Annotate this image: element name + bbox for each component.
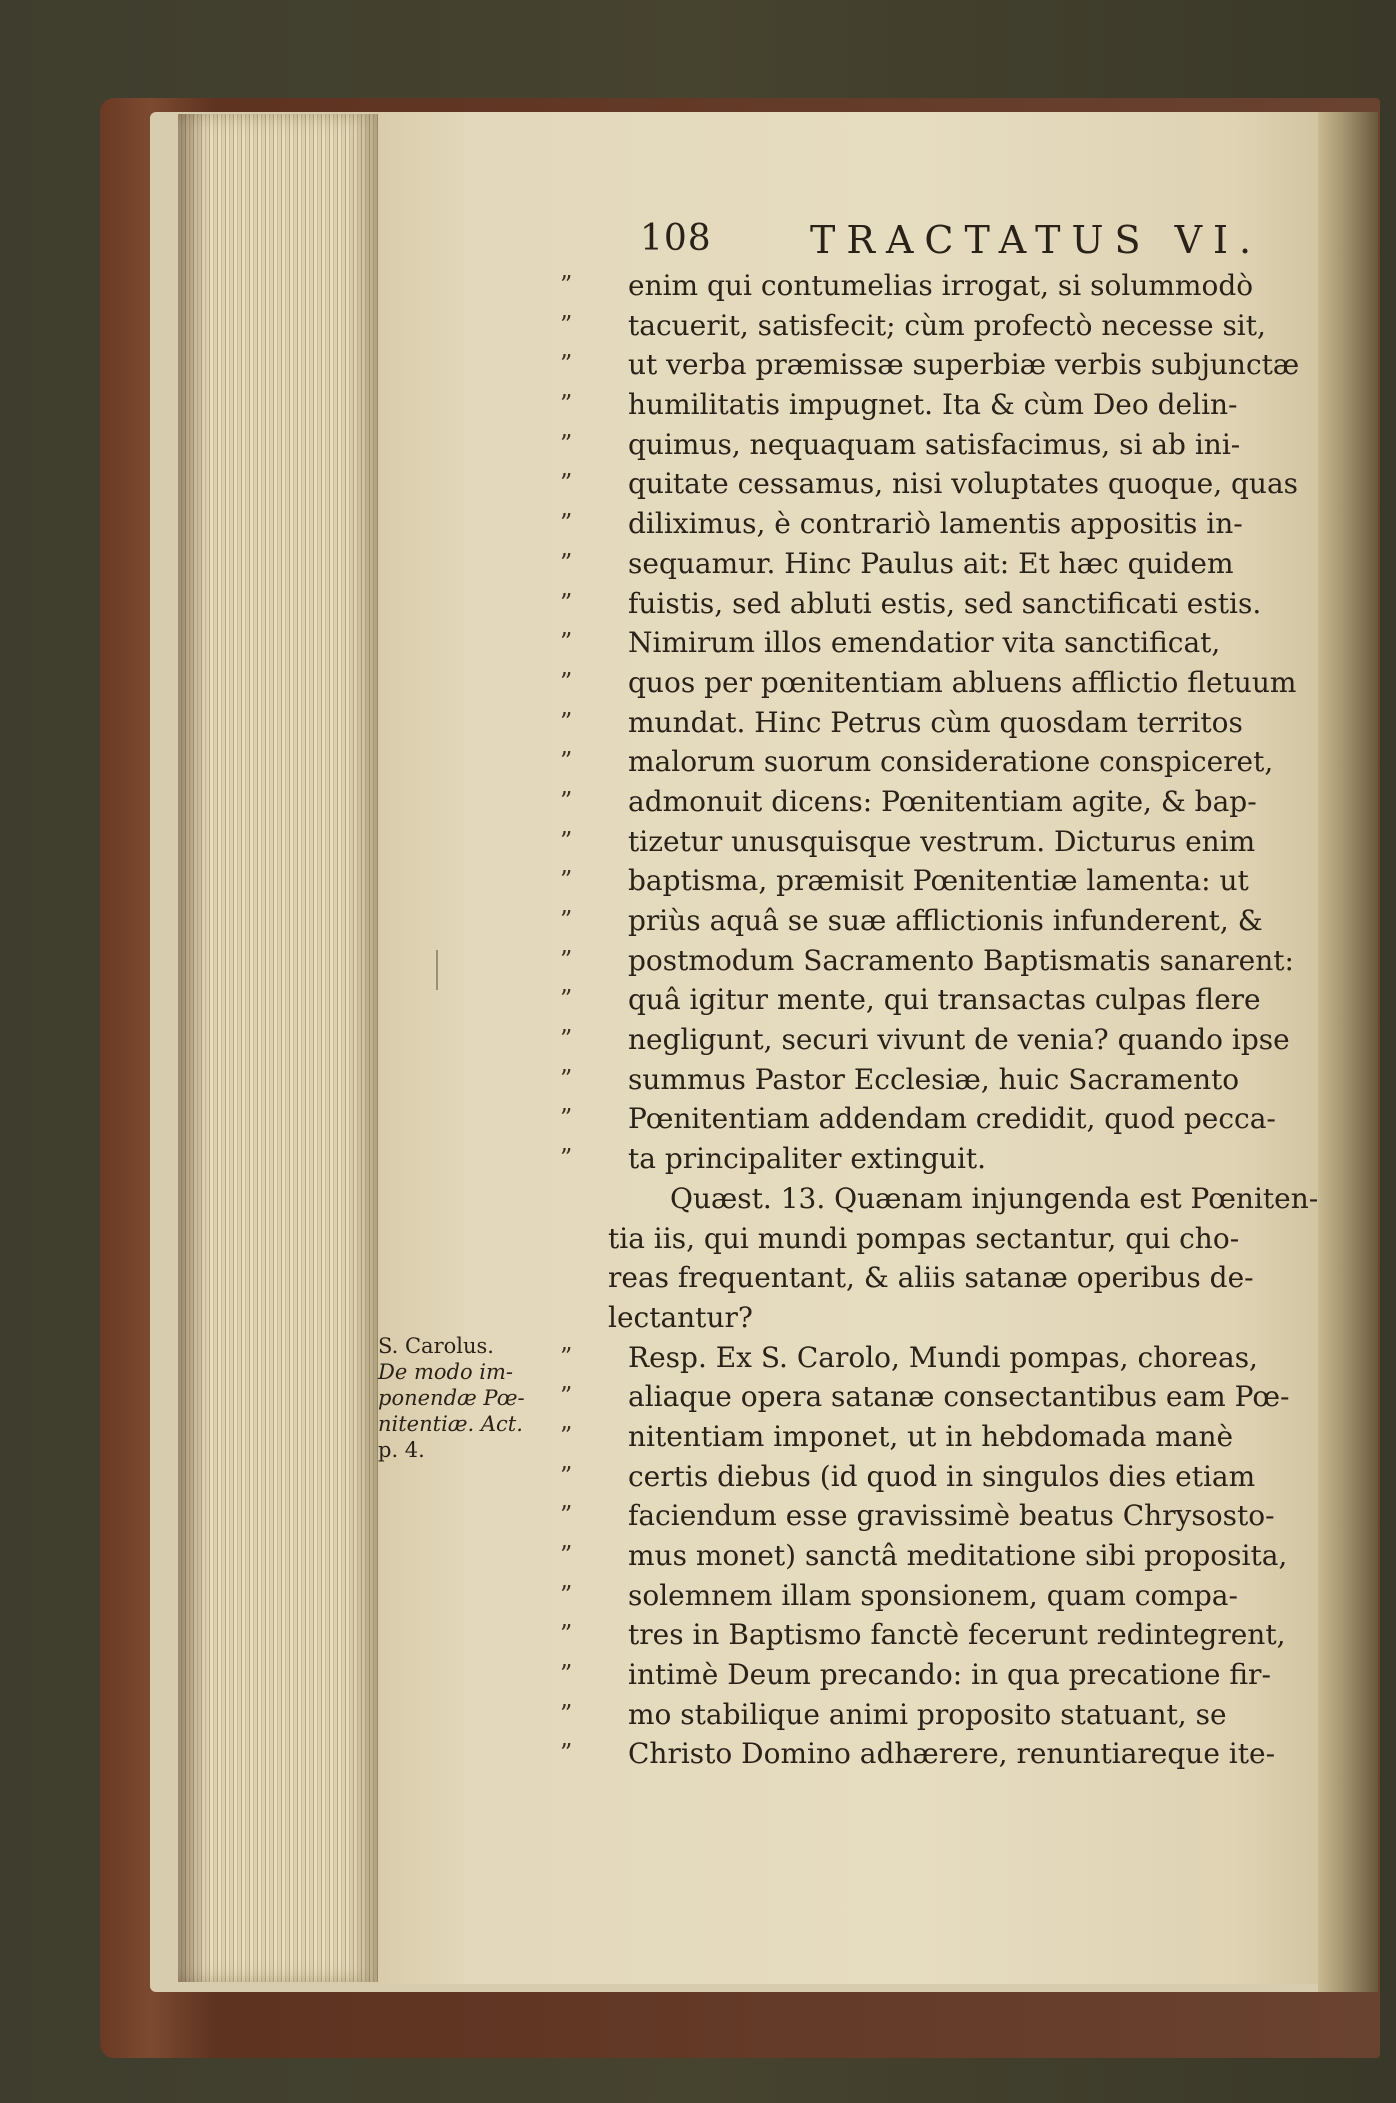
text-line	[560, 663, 1297, 703]
text-line	[560, 941, 1294, 981]
line-text: aliaque opera satanæ consectantibus eam Pœ-	[628, 1380, 1290, 1414]
line-text: mundat. Hinc Petrus cùm quosdam territos	[628, 705, 1243, 739]
line-text: Quæst. 13. Quænam injungenda est Pœniten-	[670, 1181, 1319, 1215]
quote-mark: ”	[560, 509, 573, 538]
line-text: intimè Deum precando: in qua precatione fir-	[628, 1658, 1271, 1692]
line-text: tacuerit, satisfecit; cùm profectò necesse sit,	[628, 308, 1266, 342]
line-text: humilitatis impugnet. Ita & cùm Deo delin-	[628, 388, 1238, 422]
line-text: Resp. Ex S. Carolo, Mundi pompas, choreas,	[628, 1340, 1258, 1374]
line-text: lectantur?	[608, 1300, 753, 1334]
line-text: tizetur unusquisque vestrum. Dicturus enim	[628, 824, 1256, 858]
body-text	[560, 266, 1319, 1774]
line-text: Pœnitentiam addendam credidit, quod pecca-	[628, 1102, 1276, 1136]
text-line	[560, 584, 1290, 624]
line-text: nitentiam imponet, ut in hebdomada manè	[628, 1419, 1234, 1453]
quote-mark: ”	[560, 588, 573, 617]
margin-note-line: ponendæ Pœ-	[378, 1386, 525, 1410]
text-line	[560, 1298, 1290, 1338]
text-line	[560, 1258, 1290, 1298]
line-text: postmodum Sacramento Baptismatis sanarent:	[628, 943, 1294, 977]
quote-mark: ”	[560, 1104, 573, 1133]
quote-mark: ”	[560, 667, 573, 696]
text-line	[560, 1417, 1290, 1457]
line-text: malorum suorum consideratione conspiceret,	[628, 745, 1274, 779]
line-text: Christo Domino adhærere, renuntiareque ite-	[628, 1737, 1276, 1771]
text-line	[560, 1099, 1290, 1139]
quote-mark: ”	[560, 786, 573, 815]
line-text: quâ igitur mente, qui transactas culpas flere	[628, 983, 1261, 1017]
text-area	[560, 218, 1319, 1774]
line-text: mus monet) sanctâ meditatione sibi proposita,	[628, 1539, 1288, 1572]
line-text: ut verba præmissæ superbiæ verbis subjunctæ	[628, 348, 1300, 382]
quote-mark: ”	[560, 310, 573, 339]
line-text: tres in Baptismo fanctè fecerunt redintegrent,	[628, 1618, 1286, 1652]
line-text: quimus, nequaquam satisfacimus, si ab ini-	[628, 427, 1241, 461]
margin-note-line: p. 4.	[378, 1438, 425, 1462]
line-text: tia iis, qui mundi pompas sectantur, qui cho-	[608, 1221, 1240, 1255]
quote-mark: ”	[560, 350, 573, 379]
text-line	[560, 1655, 1290, 1695]
quote-mark: ”	[560, 707, 573, 736]
quote-mark: ”	[560, 1382, 573, 1411]
text-line	[560, 861, 1290, 901]
edges-shadow	[178, 114, 208, 1982]
margin-note-line: nitentiæ. Act.	[378, 1412, 523, 1436]
page-edges	[178, 114, 378, 1982]
margin-note	[378, 1333, 568, 1463]
text-line	[560, 464, 1299, 504]
text-line	[560, 980, 1290, 1020]
running-title: TRACTATUS VI.	[810, 218, 1263, 262]
quote-mark: ”	[560, 1144, 573, 1173]
line-text: summus Pastor Ecclesiæ, huic Sacramento	[628, 1062, 1240, 1096]
line-text: admonuit dicens: Pœnitentiam agite, & bap-	[628, 784, 1257, 818]
text-line	[560, 742, 1290, 782]
quote-mark: ”	[560, 866, 573, 895]
text-line	[560, 1020, 1290, 1060]
text-line	[560, 1615, 1290, 1655]
quote-mark: ”	[560, 1421, 573, 1450]
quote-mark: ”	[560, 548, 573, 577]
line-text: diliximus, è contrariò lamentis appositis in-	[628, 507, 1243, 541]
quote-mark: ”	[560, 1620, 573, 1649]
text-line	[560, 901, 1290, 941]
quote-mark: ”	[560, 1064, 573, 1093]
running-head	[560, 218, 1290, 266]
quote-mark: ”	[560, 1580, 573, 1609]
quote-mark: ”	[560, 469, 573, 498]
quote-mark: ”	[560, 906, 573, 934]
text-line	[560, 544, 1290, 584]
line-text: mo stabilique animi proposito statuant, se	[628, 1697, 1227, 1731]
line-text: faciendum esse gravissimè beatus Chrysosto-	[628, 1499, 1275, 1533]
quote-mark: ”	[560, 1025, 573, 1054]
line-text: fuistis, sed abluti estis, sed sanctificati estis.	[628, 586, 1262, 620]
text-line	[560, 385, 1290, 425]
line-text: solemnem illam sponsionem, quam compa-	[628, 1578, 1238, 1612]
line-text: Nimirum illos emendatior vita sanctificat,	[628, 626, 1221, 660]
line-text: ta principaliter extinguit.	[628, 1142, 987, 1176]
quote-mark: ”	[560, 945, 573, 974]
margin-note-line: S. Carolus.	[378, 1334, 494, 1358]
line-text: enim qui contumelias irrogat, si solummodò	[628, 269, 1254, 302]
page-number: 108	[640, 218, 712, 259]
text-line	[560, 1576, 1290, 1616]
text-line	[560, 266, 1290, 306]
text-line	[560, 1734, 1290, 1774]
line-text: priùs aquâ se suæ afflictionis infunderent, &	[628, 904, 1263, 937]
line-text: quitate cessamus, nisi voluptates quoque, quas	[628, 467, 1299, 501]
quote-mark: ”	[560, 429, 573, 458]
quote-mark: ”	[560, 1660, 573, 1689]
quote-mark: ”	[560, 271, 573, 299]
binding-gutter	[1318, 112, 1378, 1992]
quote-mark: ”	[560, 826, 573, 855]
line-text: baptisma, præmisit Pœnitentiæ lamenta: ut	[628, 864, 1249, 898]
text-line	[560, 703, 1290, 743]
line-text: negligunt, securi vivunt de venia? quando ipse	[628, 1023, 1290, 1057]
text-line	[560, 1179, 1319, 1219]
text-line	[560, 1536, 1290, 1576]
line-text: reas frequentant, & aliis satanæ operibus de-	[608, 1261, 1254, 1295]
quote-mark: ”	[560, 1501, 573, 1530]
text-line	[560, 1060, 1290, 1100]
text-line	[560, 504, 1290, 544]
margin-note-line: De modo im-	[378, 1360, 513, 1384]
quote-mark: ”	[560, 1739, 573, 1768]
quote-mark: ”	[560, 1461, 573, 1490]
line-text: quos per pœnitentiam abluens afflictio fletuum	[628, 665, 1297, 699]
text-line	[560, 1457, 1290, 1497]
text-line	[560, 782, 1290, 822]
text-line	[560, 345, 1300, 385]
text-line	[560, 1219, 1290, 1259]
quote-mark: ”	[560, 1342, 573, 1371]
text-line	[560, 1377, 1290, 1417]
margin-mark	[436, 950, 442, 990]
quote-mark: ”	[560, 985, 573, 1014]
text-line	[560, 822, 1290, 862]
line-text: sequamur. Hinc Paulus ait: Et hæc quidem	[628, 546, 1234, 580]
quote-mark: ”	[560, 1699, 573, 1728]
text-line	[560, 1695, 1290, 1735]
line-text: certis diebus (id quod in singulos dies etiam	[628, 1459, 1256, 1493]
text-line	[560, 1338, 1290, 1378]
quote-mark: ”	[560, 390, 573, 419]
text-line	[560, 623, 1290, 663]
text-line	[560, 1496, 1290, 1536]
text-line	[560, 306, 1290, 346]
text-line	[560, 1139, 1290, 1179]
text-line	[560, 425, 1290, 465]
quote-mark: ”	[560, 747, 573, 776]
quote-mark: ”	[560, 1541, 573, 1569]
quote-mark: ”	[560, 628, 573, 657]
